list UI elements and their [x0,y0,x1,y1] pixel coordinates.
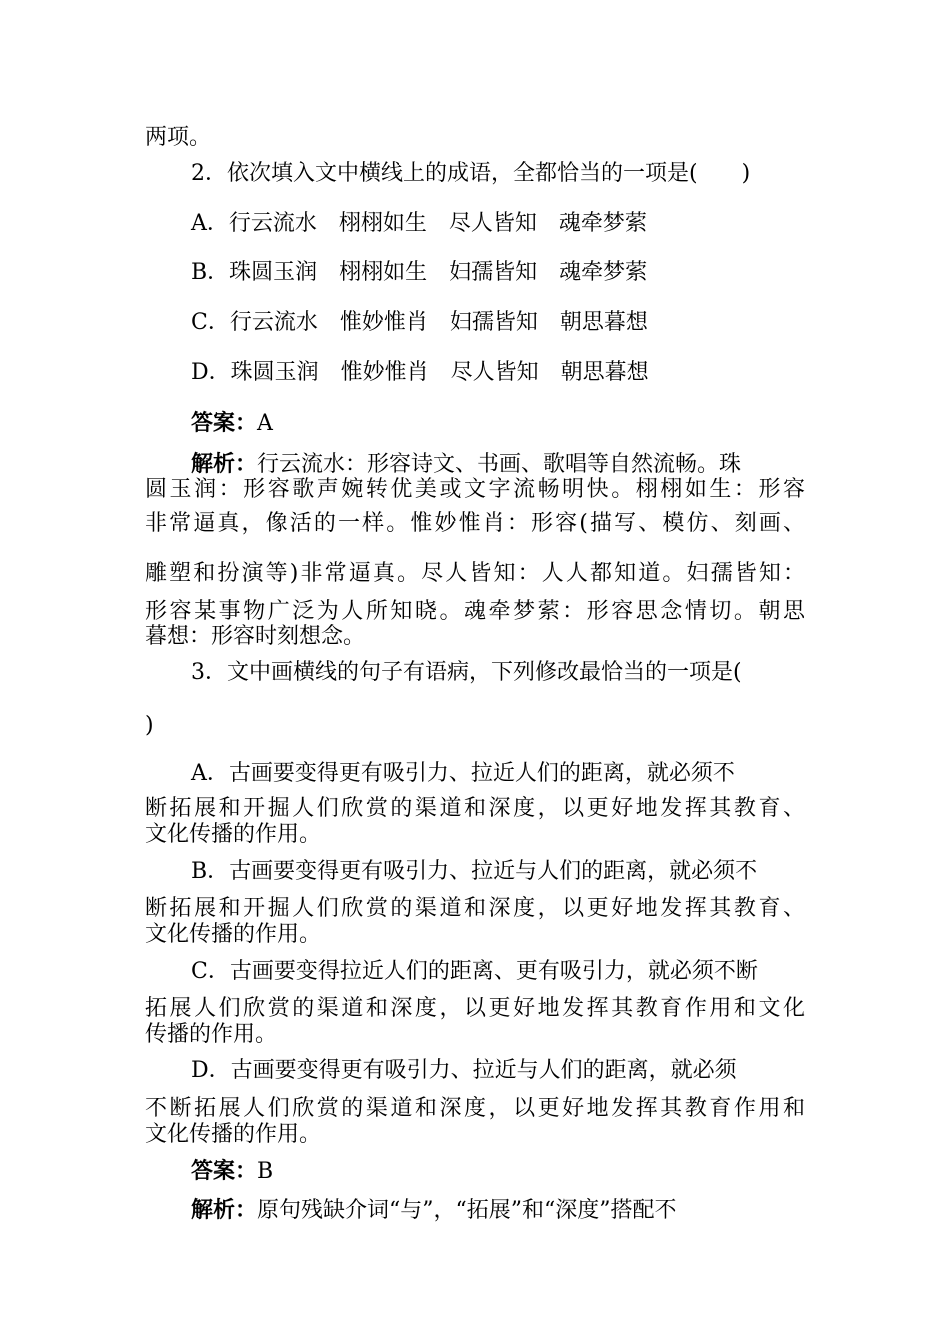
question-3-option-d-line-1: D．古画要变得更有吸引力、拉近与人们的距离，就必须 [191,1058,737,1083]
question-3-stem-line-1: 3．文中画横线的句子有语病，下列修改最恰当的一项是( [191,660,742,685]
question-2-explanation-line-2: 圆玉润：形容歌声婉转优美或文字流畅明快。栩栩如生：形容 [145,477,805,502]
question-3-option-c-line-3: 传播的作用。 [145,1022,278,1047]
question-3-option-d-line-2: 不断拓展人们欣赏的渠道和深度，以更好地发挥其教育作用和 [145,1096,805,1121]
question-2-option-d: D．珠圆玉润 惟妙惟肖 尽人皆知 朝思暮想 [191,360,649,385]
text-line: 两项。 [145,125,212,150]
question-2-explanation-line-6: 暮想：形容时刻想念。 [145,624,366,649]
question-2-stem: 2．依次填入文中横线上的成语，全都恰当的一项是( ) [191,161,751,186]
question-3-option-b-line-2: 断拓展和开掘人们欣赏的渠道和深度，以更好地发挥其教育、 [145,896,805,921]
question-2-option-b: B．珠圆玉润 栩栩如生 妇孺皆知 魂牵梦萦 [191,260,648,285]
question-3-option-a-line-1: A．古画要变得更有吸引力、拉近人们的距离，就必须不 [191,761,735,786]
question-3-option-c-line-2: 拓展人们欣赏的渠道和深度，以更好地发挥其教育作用和文化 [145,996,805,1021]
explanation-label: 解析： [191,1197,258,1223]
question-2-answer [191,409,273,438]
question-2-explanation-line-1 [191,450,805,479]
question-2-option-c: C．行云流水 惟妙惟肖 妇孺皆知 朝思暮想 [191,310,648,335]
question-3-option-d-line-3: 文化传播的作用。 [145,1122,322,1147]
question-3-option-b-line-1: B．古画要变得更有吸引力、拉近与人们的距离，就必须不 [191,859,758,884]
question-2-explanation-line-4: 雕塑和扮演等)非常逼真。尽人皆知：人人都知道。妇孺皆知： [145,561,805,586]
question-2-explanation-line-3: 非常逼真，像活的一样。惟妙惟肖：形容(描写、模仿、刻画、 [145,511,805,536]
question-3-option-a-line-2: 断拓展和开掘人们欣赏的渠道和深度，以更好地发挥其教育、 [145,796,805,821]
question-3-option-c-line-1: C．古画要变得拉近人们的距离、更有吸引力，就必须不断 [191,959,758,984]
question-3-explanation-line-1 [191,1196,805,1225]
question-3-option-a-line-3: 文化传播的作用。 [145,822,322,847]
question-2-option-a: A．行云流水 栩栩如生 尽人皆知 魂牵梦萦 [191,211,647,236]
answer-label: 答案： [191,410,258,436]
answer-value: B [257,1159,274,1184]
explanation-text: 原句残缺介词“与”，“拓展”和“深度”搭配不 [257,1198,677,1223]
explanation-label: 解析： [191,451,258,477]
question-3-stem-line-2: ) [145,713,154,738]
answer-value: A [257,411,273,436]
question-2-explanation-line-5: 形容某事物广泛为人所知晓。魂牵梦萦：形容思念情切。朝思 [145,599,805,624]
question-3-answer [191,1157,273,1186]
explanation-text: 行云流水：形容诗文、书画、歌唱等自然流畅。珠 [257,452,742,477]
answer-label: 答案： [191,1158,258,1184]
question-3-option-b-line-3: 文化传播的作用。 [145,922,322,947]
